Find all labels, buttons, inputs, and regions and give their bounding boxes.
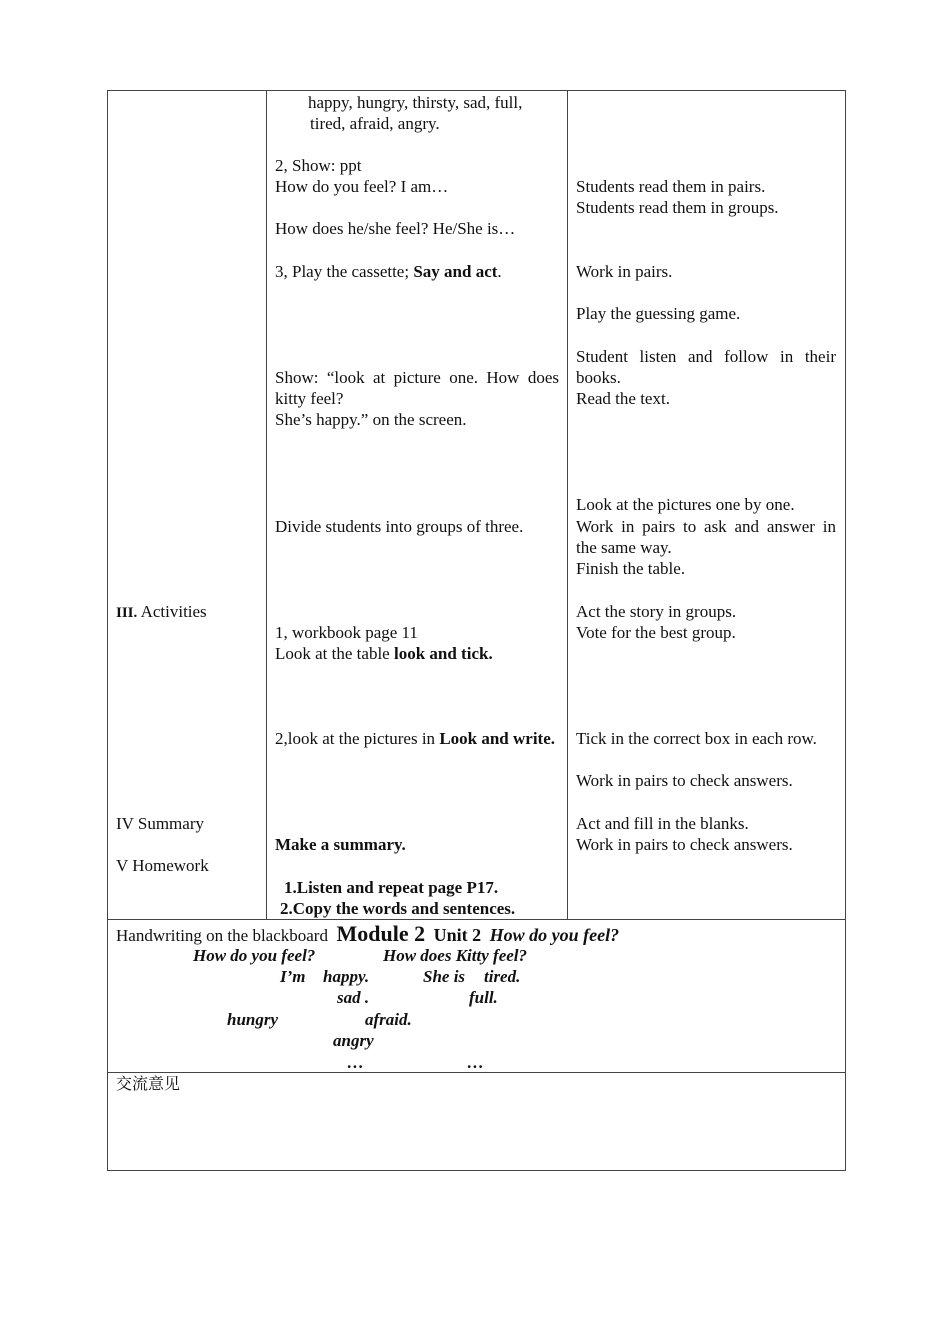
activities-heading	[116, 601, 207, 624]
listen-and-follow: Student listen and follow in their books.	[576, 347, 836, 387]
play-cassette-period: .	[497, 262, 502, 281]
show-ppt-step: 2, Show: ppt	[275, 156, 362, 175]
read-groups: Students read them in groups.	[576, 198, 779, 217]
act-story: Act the story in groups.	[576, 602, 737, 621]
make-summary-text: Make a summary.	[275, 835, 406, 854]
module-title: Module 2	[336, 921, 426, 946]
bb-im: I’m	[280, 967, 306, 986]
say-and-act-emphasis: Say and act	[413, 262, 498, 281]
bb-question-right: How does Kitty feel?	[383, 946, 528, 965]
bb-afraid: afraid.	[365, 1010, 412, 1029]
column-divider-right	[567, 90, 568, 919]
comments-label: 交流意见	[116, 1074, 181, 1093]
vocabulary-words-line1: happy, hungry, thirsty, sad, full,	[308, 93, 523, 112]
bb-dots-left: …	[347, 1053, 364, 1072]
ask-and-answer: Work in pairs to ask and answer in the same way.	[576, 517, 836, 557]
look-and-tick-emphasis: look and tick.	[393, 644, 493, 663]
bb-dots-right: …	[467, 1053, 484, 1072]
look-table-text: Look at the table	[275, 644, 394, 663]
column-divider-left	[266, 90, 267, 919]
vote-best-group: Vote for the best group.	[576, 623, 736, 642]
bb-happy: happy.	[323, 967, 370, 986]
check-answers-2: Work in pairs to check answers.	[576, 835, 793, 854]
row-divider-blackboard	[107, 919, 846, 920]
act-and-fill: Act and fill in the blanks.	[576, 814, 749, 833]
look-and-write-emphasis: Look and write.	[439, 729, 556, 748]
look-table-step	[275, 643, 493, 664]
homework-item-2-text: 2.Copy the words and sentences.	[280, 899, 516, 918]
activities-number: III.	[116, 605, 138, 621]
homework-item-2	[280, 898, 515, 919]
bb-tired: tired.	[484, 967, 521, 986]
question-how-does-he-feel: How does he/she feel? He/She is…	[275, 219, 516, 238]
bb-angry: angry	[333, 1031, 374, 1050]
read-pairs: Students read them in pairs.	[576, 177, 766, 196]
bb-sad: sad .	[337, 988, 370, 1007]
bb-hungry: hungry	[227, 1010, 279, 1029]
check-answers-1: Work in pairs to check answers.	[576, 771, 793, 790]
tick-correct-box: Tick in the correct box in each row.	[576, 729, 817, 748]
work-in-pairs: Work in pairs.	[576, 262, 673, 281]
guessing-game: Play the guessing game.	[576, 304, 741, 323]
homework-heading: V Homework	[116, 856, 209, 875]
homework-item-1	[284, 877, 498, 898]
lesson-title: How do you feel?	[489, 925, 620, 945]
look-pictures-step	[275, 728, 559, 749]
bb-question-left: How do you feel?	[193, 946, 316, 965]
show-picture-instruction-2: She’s happy.” on the screen.	[275, 410, 467, 429]
play-cassette-step	[275, 261, 502, 282]
look-pictures-text: 2,look at the pictures in	[275, 729, 440, 748]
unit-title: Unit 2	[433, 925, 482, 945]
show-picture-instruction: Show: “look at picture one. How does kitty feel?	[275, 368, 559, 408]
play-cassette-text: 3, Play the cassette;	[275, 262, 414, 281]
bb-full: full.	[469, 988, 498, 1007]
finish-table: Finish the table.	[576, 559, 686, 578]
question-how-do-you-feel: How do you feel? I am…	[275, 177, 449, 196]
activities-label: Activities	[137, 602, 207, 621]
homework-item-1-text: 1.Listen and repeat page P17.	[284, 878, 499, 897]
make-summary-step	[275, 834, 406, 855]
bb-she-is: She is	[423, 967, 466, 986]
look-one-by-one: Look at the pictures one by one.	[576, 495, 795, 514]
summary-heading: IV Summary	[116, 814, 204, 833]
vocabulary-words-line2: tired, afraid, angry.	[310, 114, 440, 133]
read-the-text: Read the text.	[576, 389, 670, 408]
blackboard-label: Handwriting on the blackboard	[116, 926, 328, 945]
workbook-step: 1, workbook page 11	[275, 623, 418, 642]
blackboard-heading	[116, 922, 619, 948]
divide-groups-step: Divide students into groups of three.	[275, 517, 524, 536]
